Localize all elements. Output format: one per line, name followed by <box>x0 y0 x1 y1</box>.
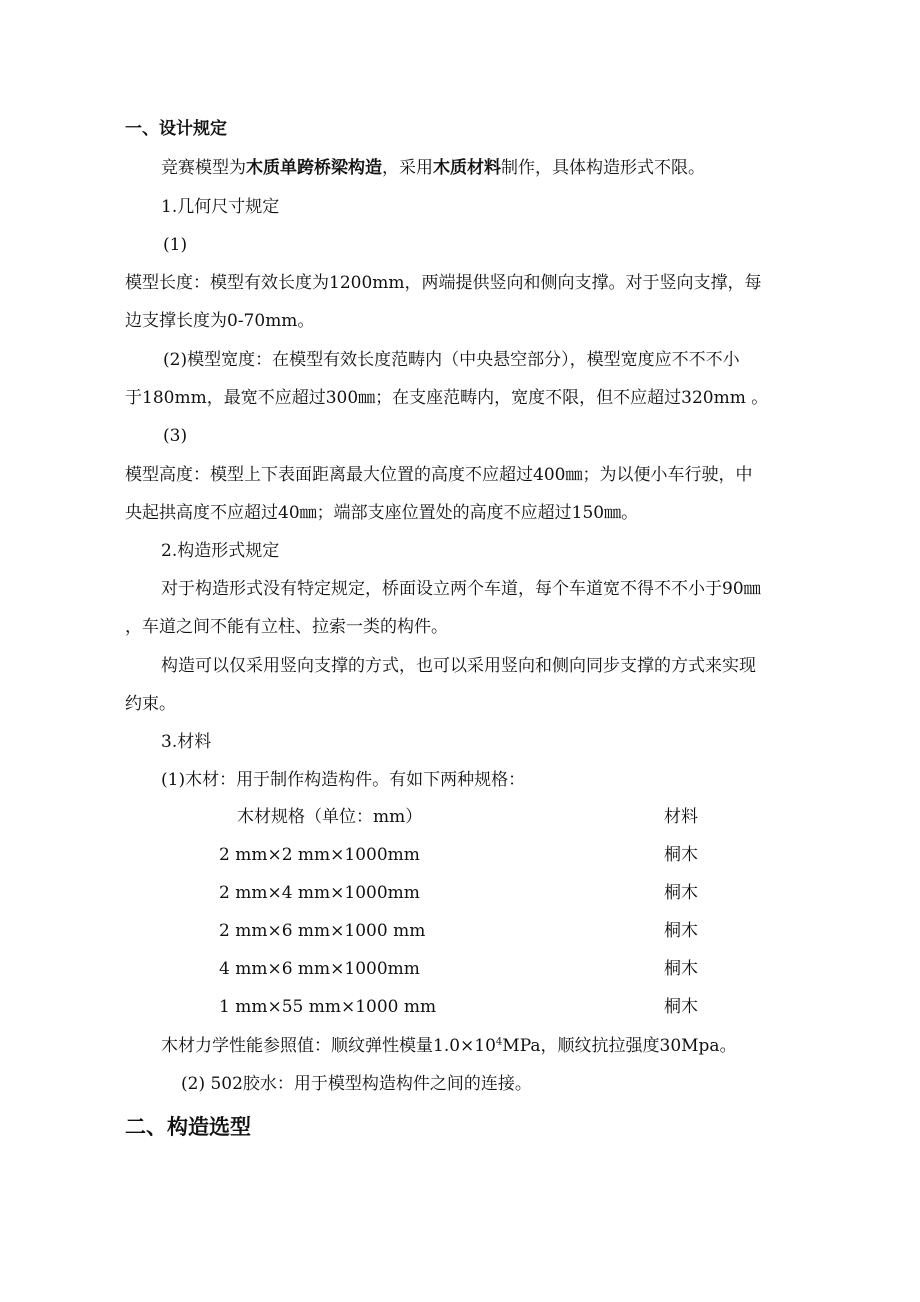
table-row <box>0 920 920 944</box>
structure-p2-line1: 构造可以仅采用竖向支撑的方式，也可以采用竖向和侧向同步支撑的方式来实现 <box>161 656 756 676</box>
intro-text-3: 制作，具体构造形式不限。 <box>501 158 705 178</box>
wood-mechanics <box>161 1035 737 1057</box>
table-cell-spec: 2 mm×6 mm×1000 mm <box>219 921 426 941</box>
structure-heading: 2.构造形式规定 <box>161 541 280 561</box>
intro-text-2: ，采用 <box>382 158 433 178</box>
intro-bold-2: 木质材料 <box>433 158 501 178</box>
geometry-item3-line1: 模型高度：模型上下表面距离最大位置的高度不应超过400㎜；为以便小车行驶，中 <box>125 465 753 485</box>
table-header-row <box>0 806 920 830</box>
table-row <box>0 996 920 1020</box>
table-header-spec: 木材规格（单位：mm） <box>237 807 423 827</box>
geometry-item3-label: (3) <box>163 426 188 446</box>
table-row <box>0 958 920 982</box>
intro-bold-1: 木质单跨桥梁构造 <box>246 158 382 178</box>
wood-mechanics-exponent: 4 <box>495 1036 503 1048</box>
glue-line: (2) 502胶水：用于模型构造构件之间的连接。 <box>181 1074 532 1094</box>
table-cell-spec: 4 mm×6 mm×1000mm <box>219 959 420 979</box>
table-row <box>0 844 920 868</box>
geometry-item2-line2: 于180mm，最宽不应超过300㎜；在支座范畴内，宽度不限，但不应超过320mm 。 <box>125 388 769 408</box>
wood-mechanics-text-b: MPa，顺纹抗拉强度30Mpa。 <box>502 1036 737 1056</box>
table-cell-material: 桐木 <box>664 959 698 979</box>
section2-heading: 二、构造选型 <box>125 1114 251 1139</box>
table-cell-material: 桐木 <box>664 845 698 865</box>
table-cell-material: 桐木 <box>664 921 698 941</box>
table-cell-spec: 2 mm×4 mm×1000mm <box>219 883 420 903</box>
structure-p1-line1: 对于构造形式没有特定规定，桥面设立两个车道，每个车道宽不得不不小于90㎜ <box>161 579 761 599</box>
materials-heading: 3.材料 <box>161 732 212 752</box>
structure-p2-line2: 约束。 <box>125 694 176 714</box>
geometry-item2-line1: (2)模型宽度：在模型有效长度范畴内（中央悬空部分），模型宽度应不不不小 <box>163 350 740 370</box>
intro-paragraph <box>161 157 705 179</box>
geometry-item1-line1: 模型长度：模型有效长度为1200mm，两端提供竖向和侧向支撑。对于竖向支撑，每 <box>125 273 762 293</box>
table-cell-spec: 1 mm×55 mm×1000 mm <box>219 997 437 1017</box>
table-row <box>0 882 920 906</box>
table-cell-spec: 2 mm×2 mm×1000mm <box>219 845 420 865</box>
structure-p1-line2: ，车道之间不能有立柱、拉索一类的构件。 <box>125 617 448 637</box>
table-cell-material: 桐木 <box>664 997 698 1017</box>
intro-text-1: 竞赛模型为 <box>161 158 246 178</box>
table-cell-material: 桐木 <box>664 883 698 903</box>
geometry-heading: 1.几何尺寸规定 <box>161 197 280 217</box>
wood-mechanics-text-a: 木材力学性能参照值：顺纹弹性模量1.0×10 <box>161 1036 496 1056</box>
section1-heading: 一、设计规定 <box>125 119 227 139</box>
geometry-item1-line2: 边支撑长度为0-70mm。 <box>125 311 315 331</box>
wood-intro: (1)木材：用于制作构造构件。有如下两种规格： <box>161 770 526 790</box>
geometry-item3-line2: 央起拱高度不应超过40㎜；端部支座位置处的高度不应超过150㎜。 <box>125 503 639 523</box>
table-header-material: 材料 <box>664 807 698 827</box>
geometry-item1-label: (1) <box>163 235 188 255</box>
